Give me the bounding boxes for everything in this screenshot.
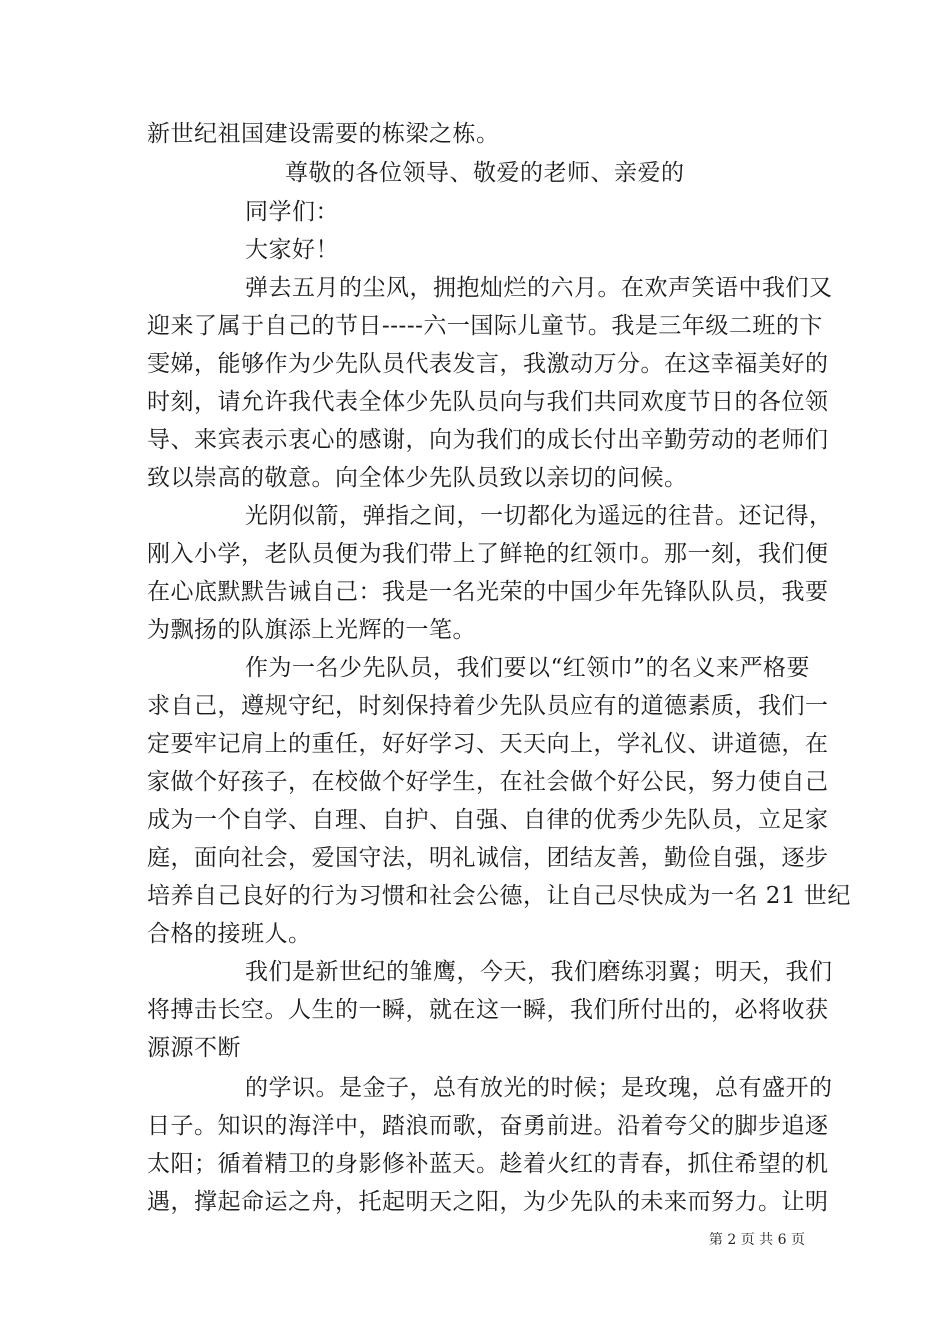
- text-line: 遇，撑起命运之舟，托起明天之阳，为少先队的未来而努力。让明: [147, 1189, 829, 1215]
- text-line: 成为一个自学、自理、自护、自强、自律的优秀少先队员，立足家: [147, 807, 829, 833]
- text-line: 庭，面向社会，爱国守法，明礼诚信，团结友善，勤俭自强，逐步: [147, 845, 829, 871]
- text-line: 弹去五月的尘风，拥抱灿烂的六月。在欢声笑语中我们又: [245, 275, 833, 301]
- text-line: 导、来宾表示衷心的感谢，向为我们的成长付出辛勤劳动的老师们: [147, 427, 829, 453]
- text-line: 太阳；循着精卫的身影修补蓝天。趁着火红的青春，抓住希望的机: [147, 1151, 829, 1177]
- text-line: 定要牢记肩上的重任，好好学习、天天向上，学礼仪、讲道德，在: [147, 731, 829, 757]
- page-number: 第 2 页 共 6 页: [708, 1232, 805, 1248]
- text-line: 在心底默默告诫自己：我是一名光荣的中国少年先锋队队员，我要: [147, 579, 829, 605]
- text-line: 合格的接班人。: [147, 921, 312, 947]
- text-line: 大家好！: [245, 237, 339, 263]
- text-line: 雯娣，能够作为少先队员代表发言，我激动万分。在这幸福美好的: [147, 351, 829, 377]
- text-line: 家做个好孩子，在校做个好学生，在社会做个好公民，努力使自己: [147, 769, 829, 795]
- text-line: 同学们：: [245, 199, 339, 225]
- text-line: 迎来了属于自己的节日-----六一国际儿童节。我是三年级二班的卞: [147, 313, 823, 339]
- text-line: 求自己，遵规守纪，时刻保持着少先队员应有的道德素质，我们一: [147, 693, 829, 719]
- text-line: 源源不断: [147, 1035, 241, 1061]
- text-line: 作为一名少先队员，我们要以“红领巾”的名义来严格要: [245, 655, 811, 681]
- text-line: 致以崇高的敬意。向全体少先队员致以亲切的问候。: [147, 465, 688, 491]
- text-line: 我们是新世纪的雏鹰，今天，我们磨练羽翼；明天，我们: [245, 959, 833, 985]
- text-line: 将搏击长空。人生的一瞬，就在这一瞬，我们所付出的，必将收获: [147, 997, 829, 1023]
- text-line: 光阴似箭，弹指之间，一切都化为遥远的往昔。还记得，: [245, 503, 833, 529]
- text-line: 为飘扬的队旗添上光辉的一笔。: [147, 617, 476, 643]
- text-line: 时刻，请允许我代表全体少先队员向与我们共同欢度节日的各位领: [147, 389, 829, 415]
- text-line: 尊敬的各位领导、敬爱的老师、亲爱的: [285, 160, 685, 186]
- text-line: 刚入小学，老队员便为我们带上了鲜艳的红领巾。那一刻，我们便: [147, 541, 829, 567]
- text-line: 的学识。是金子，总有放光的时候；是玫瑰，总有盛开的: [245, 1075, 833, 1101]
- text-line: 日子。知识的海洋中，踏浪而歌，奋勇前进。沿着夸父的脚步追逐: [147, 1113, 829, 1139]
- text-line: 新世纪祖国建设需要的栋梁之栋。: [147, 121, 500, 147]
- text-line: 培养自己良好的行为习惯和社会公德，让自己尽快成为一名 21 世纪: [147, 883, 851, 909]
